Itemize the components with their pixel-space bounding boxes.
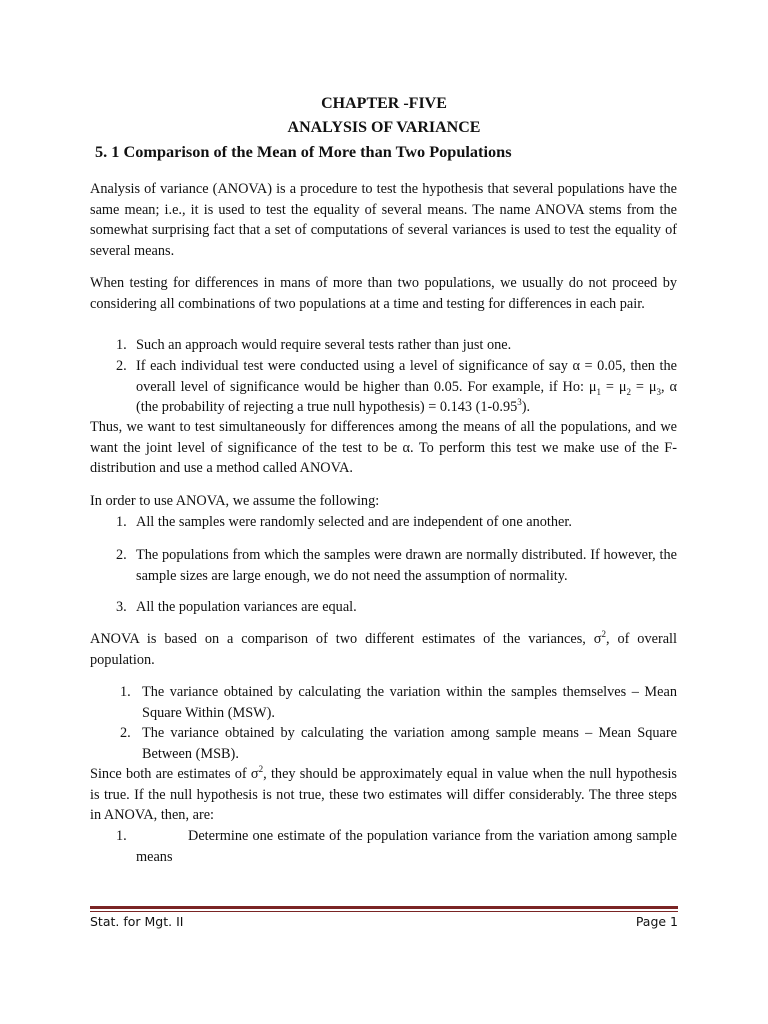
paragraph-anova-estimates: ANOVA is based on a comparison of two different estimates of the variances, $\sigma^2$, of overall population. — [90, 629, 677, 668]
list-item: Determine one estimate of the population variance from the variation among sample means — [136, 828, 677, 865]
list-number: 1. — [116, 337, 127, 353]
footer-page-number: Page 1 — [635, 914, 678, 929]
list-item: The populations from which the samples were drawn are normally distributed. If however, the sample sizes are large enough, we do not need the assumption of normality. — [136, 547, 677, 584]
chapter-heading: CHAPTER -FIVE — [321, 95, 447, 112]
paragraph-testing-differences: When testing for differences in mans of more than two populations, we usually do not proceed by considering all combinations of two populations at a time and testing for differences in each pair. — [90, 275, 677, 312]
list-item: All the samples were randomly selected and are independent of one another. — [136, 514, 572, 530]
section-heading: 5. 1 Comparison of the Mean of More than Two Populations — [95, 142, 512, 161]
list-number: 1. — [120, 684, 131, 700]
list-item: Such an approach would require several tests rather than just one. — [136, 337, 512, 353]
list-number: 2. — [120, 725, 131, 741]
footer-course-title: Stat. for Mgt. II — [90, 914, 184, 929]
footer-rule-thick — [90, 906, 678, 909]
list-number: 1. — [116, 514, 127, 530]
list-item: The variance obtained by calculating the variation within the samples themselves – Mean Square Within (MSW). — [142, 684, 677, 721]
list-item: If each individual test were conducted using a level of significance of say α = 0.05, then the overall level of significance would be higher than 0.05. For example, if Ho: $\mu_1 = \mu_2 = \mu_3$, α (the probability of rejecting a true null hypothesis) = 0.143 (1-0.95$^3$). — [136, 358, 677, 416]
list-number: 2. — [116, 547, 127, 563]
chapter-title: ANALYSIS OF VARIANCE — [287, 119, 481, 136]
paragraph-anova-intro: Analysis of variance (ANOVA) is a procedure to test the hypothesis that several populations have the same mean; i.e., it is used to test the equality of several means. The name ANOVA stems from the somewhat surprising fact that a set of computations of several variances is used to test the equality of several means. — [90, 181, 677, 259]
list-number: 3. — [116, 599, 127, 615]
list-number: 2. — [116, 358, 127, 374]
list-item: The variance obtained by calculating the variation among sample means – Mean Square Between (MSB). — [142, 725, 677, 762]
list-item: All the population variances are equal. — [136, 599, 357, 615]
paragraph-null-hypothesis: Since both are estimates of $\sigma^2$, they should be approximately equal in value when the null hypothesis is true. If the null hypothesis is not true, these two estimates will differ considerably. The three steps in ANOVA, then, are: — [90, 764, 677, 824]
list-number: 1. — [116, 828, 127, 844]
paragraph-assumptions-intro: In order to use ANOVA, we assume the following: — [90, 493, 380, 509]
paragraph-simultaneous-test: Thus, we want to test simultaneously for differences among the means of all the populations, and we want the joint level of significance of the test to be α. To perform this test we make use of the F-distribution and use a method called ANOVA. — [90, 419, 677, 477]
footer-rule-thin — [90, 911, 678, 912]
